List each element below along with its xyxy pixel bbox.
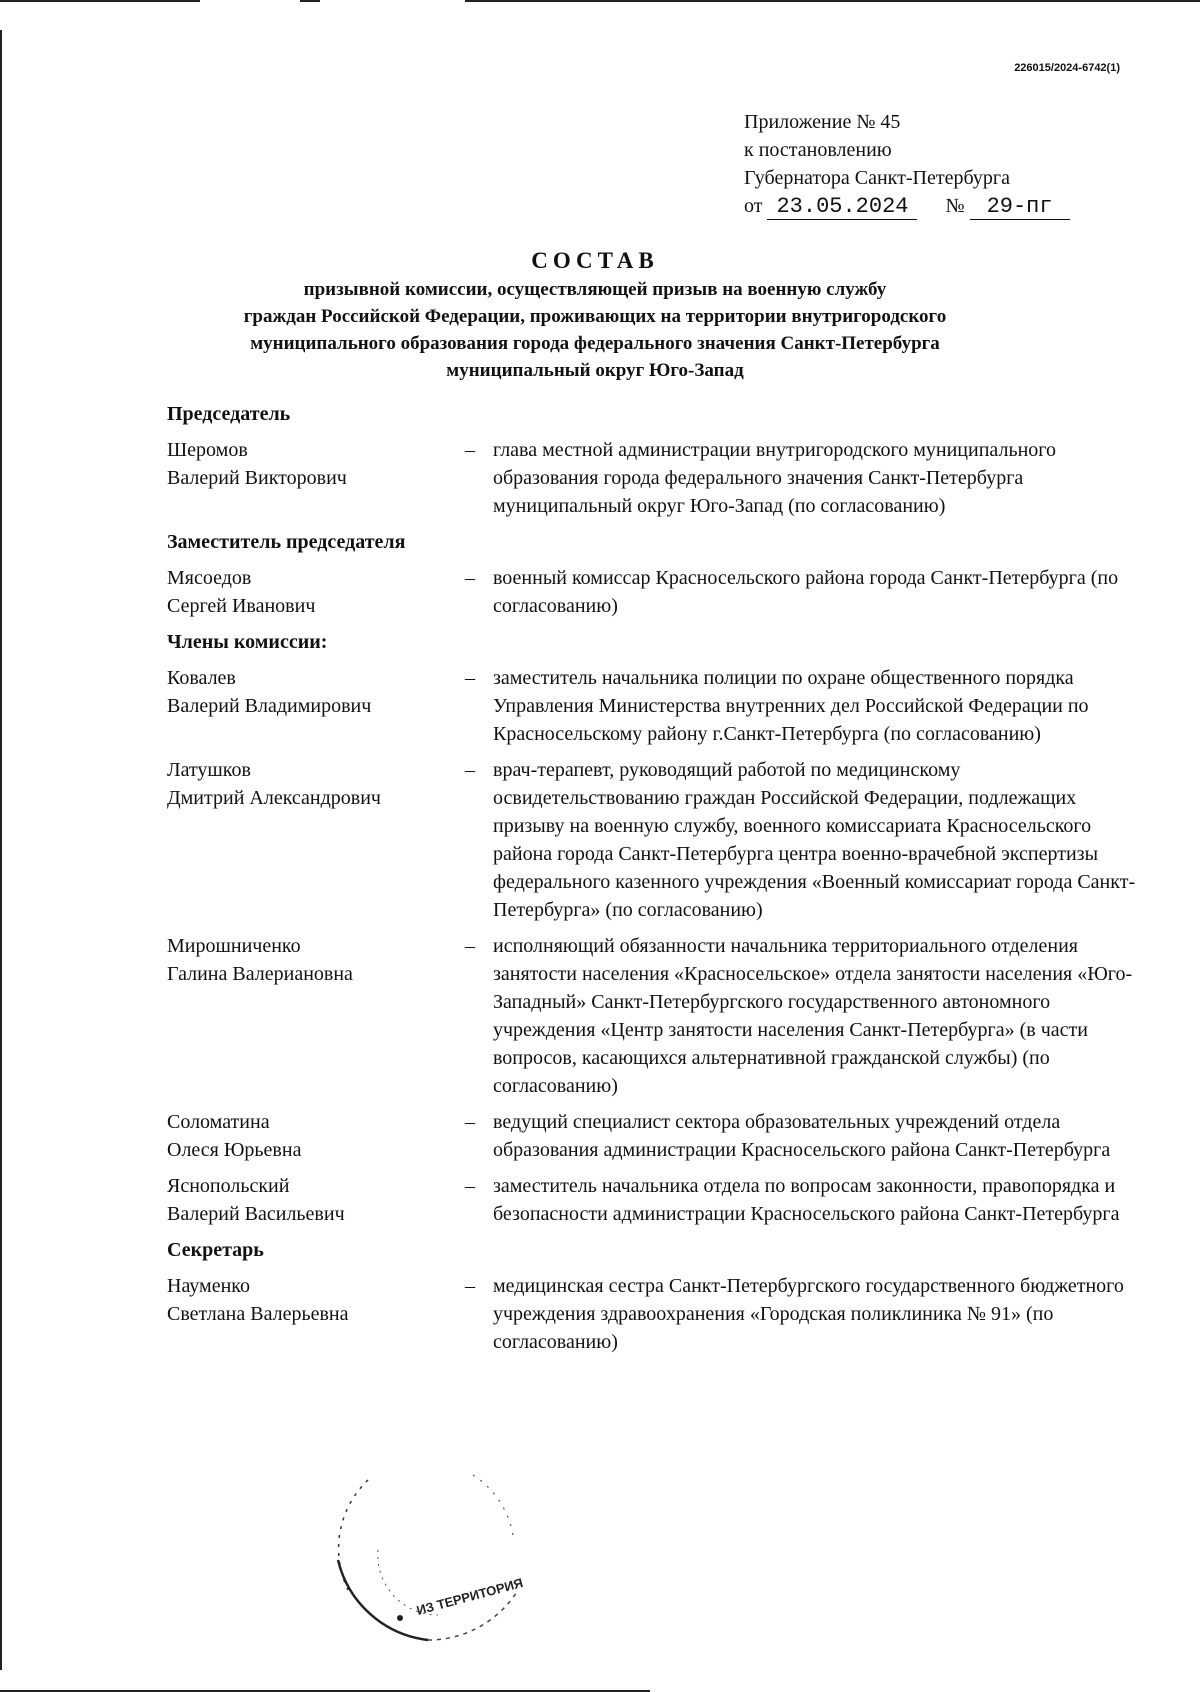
member-surname: Латушков (167, 759, 251, 781)
document-number: 226015/2024-6742(1) (1014, 62, 1120, 74)
dash-separator: – (465, 1175, 475, 1197)
appendix-block (744, 108, 1070, 220)
member-entry (167, 1272, 1137, 1356)
member-entry (167, 564, 1137, 620)
member-role: исполняющий обязанности начальника территориального отделения занятости населения «Красносельское» отдела занятости населения «Юго-Западный» Санкт-Петербургского государственного автономного учреждения «Центр занятости населения Санкт-Петербурга» (в части вопросов, касающихся альтернативной гражданской службы) (по согласованию) (493, 935, 1133, 1097)
member-given-names: Валерий Васильевич (167, 1203, 345, 1225)
section-heading-members: Члены комиссии: (167, 631, 328, 653)
member-entry (167, 436, 1137, 520)
number-prefix: № (945, 195, 965, 217)
member-surname: Ковалев (167, 667, 236, 689)
member-entry (167, 932, 1137, 1100)
member-entry (167, 756, 1137, 924)
commission-list (167, 400, 1137, 1364)
dash-separator: – (465, 935, 475, 957)
title-line: призывной комиссии, осуществляющей призыв на военную службу (303, 279, 887, 300)
member-role: заместитель начальника отдела по вопросам законности, правопорядка и безопасности администрации Красносельского района Санкт-Петербурга (493, 1175, 1120, 1225)
title-line: граждан Российской Федерации, проживающих на территории внутригородского (243, 306, 947, 327)
appendix-date-line (744, 192, 1070, 220)
title-line: муниципальный округ Юго-Запад (446, 360, 744, 381)
member-given-names: Валерий Викторович (167, 467, 347, 489)
scan-top-edge (300, 0, 320, 2)
member-name (167, 1108, 457, 1164)
member-surname: Яснопольский (167, 1175, 290, 1197)
member-surname: Мирошниченко (167, 935, 301, 957)
scan-top-edge (0, 0, 200, 2)
member-name (167, 564, 457, 620)
section-heading-secretary: Секретарь (167, 1239, 264, 1261)
dash-separator: – (465, 667, 475, 689)
number-field: 29-пг (970, 195, 1070, 220)
official-stamp (308, 1440, 548, 1650)
member-name (167, 1272, 457, 1328)
section-heading-chairman: Председатель (167, 403, 291, 425)
title-line: муниципального образования города федерального значения Санкт-Петербурга (250, 333, 940, 354)
dash-separator: – (465, 1111, 475, 1133)
date-prefix: от (744, 195, 763, 217)
member-role: глава местной администрации внутригородского муниципального образования города федерального значения Санкт-Петербурга муниципальный округ Юго-Запад (по согласованию) (493, 439, 1056, 517)
scan-top-edge (465, 0, 1200, 2)
member-role: врач-терапевт, руководящий работой по медицинскому освидетельствованию граждан Российской Федерации, подлежащих призыву на военную службу, военного комиссариата Красносельского района города Санкт-Петербурга центра военно-врачебной экспертизы федерального казенного учреждения «Военный комиссариат города Санкт-Петербурга» (по согласованию) (493, 759, 1136, 921)
member-role: ведущий специалист сектора образовательных учреждений отдела образования администрации Красносельского района Санкт-Петербурга (493, 1111, 1111, 1161)
member-given-names: Валерий Владимирович (167, 695, 372, 717)
member-given-names: Олеся Юрьевна (167, 1139, 302, 1161)
member-name (167, 436, 457, 492)
scan-left-edge (0, 30, 2, 1670)
member-name (167, 932, 457, 988)
member-role: заместитель начальника полиции по охране общественного порядка Управления Министерства внутренних дел Российской Федерации по Красносельскому району г.Санкт-Петербурга (по согласованию) (493, 667, 1089, 745)
title-block (120, 246, 1070, 384)
appendix-line: к постановлению (744, 139, 892, 161)
section-heading-deputy: Заместитель председателя (167, 531, 406, 553)
member-surname: Науменко (167, 1275, 250, 1297)
member-surname: Мясоедов (167, 567, 252, 589)
stamp-text: ИЗ ТЕРРИТОРИЯ (414, 1575, 525, 1618)
member-given-names: Дмитрий Александрович (167, 787, 381, 809)
member-surname: Шеромов (167, 439, 248, 461)
member-name (167, 1172, 457, 1228)
appendix-line: Приложение № 45 (744, 111, 901, 133)
member-given-names: Сергей Иванович (167, 595, 316, 617)
dash-separator: – (465, 439, 475, 461)
dash-separator: – (465, 759, 475, 781)
member-given-names: Светлана Валерьевна (167, 1303, 349, 1325)
date-field: 23.05.2024 (767, 195, 917, 220)
dash-separator: – (465, 567, 475, 589)
member-role: медицинская сестра Санкт-Петербургского государственного бюджетного учреждения здравоохранения «Городская поликлиника № 91» (по согласованию) (493, 1275, 1124, 1353)
member-entry (167, 1108, 1137, 1164)
member-given-names: Галина Валериановна (167, 963, 353, 985)
member-entry (167, 1172, 1137, 1228)
member-entry (167, 664, 1137, 748)
member-role: военный комиссар Красносельского района города Санкт-Петербурга (по согласованию) (493, 567, 1119, 617)
member-name (167, 756, 457, 812)
member-name (167, 664, 457, 720)
appendix-line: Губернатора Санкт-Петербурга (744, 167, 1010, 189)
dash-separator: – (465, 1275, 475, 1297)
document-title: СОСТАВ (531, 248, 659, 273)
member-surname: Соломатина (167, 1111, 270, 1133)
